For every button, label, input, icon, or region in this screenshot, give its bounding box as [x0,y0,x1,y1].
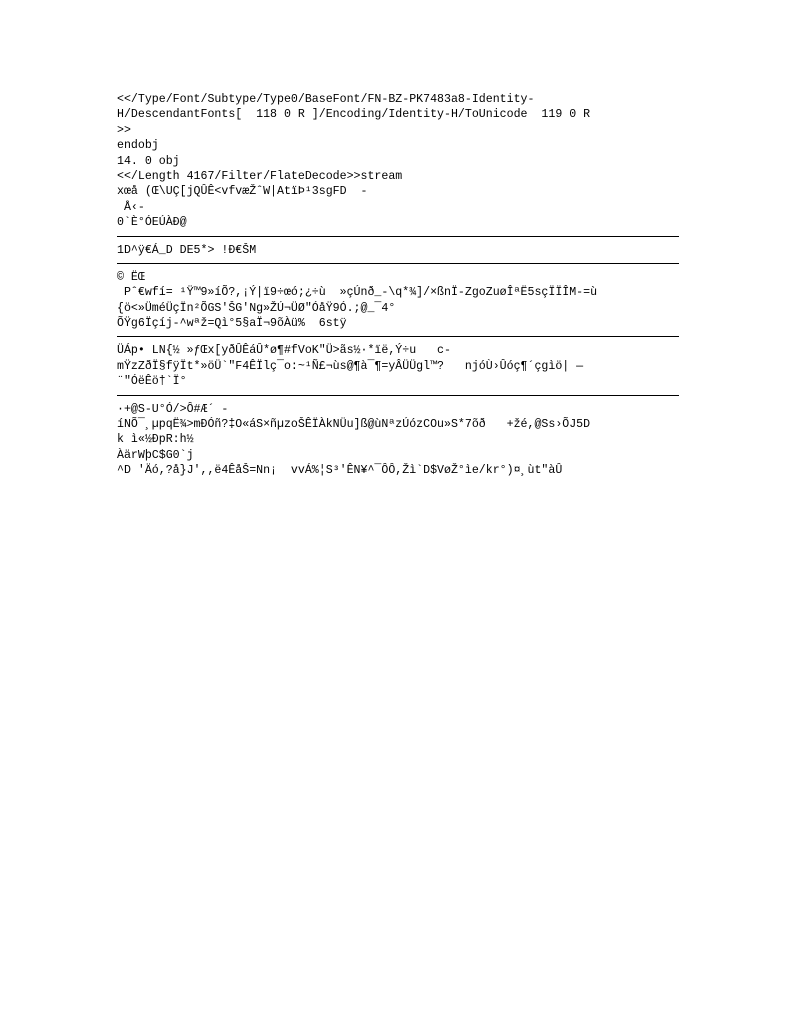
text-block-3 [117,270,679,332]
text-line: Pˆ€wfí= ¹Ÿ™9»íÕ?,¡Ý|ï9÷œó;¿÷ù »çÚnð_-\q*¾]/×ßnÏ-ZgoZuøÎªË5sçÏÏÎM-=ù [117,286,598,300]
horizontal-divider [117,263,679,264]
text-line: <</Type/Font/Subtype/Type0/BaseFont/FN-BZ-PK7483a8-Identity- [117,93,535,106]
text-line: 0`È°ÓEÚÀÐ@ [117,216,187,230]
text-line: Å‹- [117,200,145,214]
text-line: <</Length 4167/Filter/FlateDecode>>stream [117,169,403,183]
text-line: ·+@S-U°Ó/>Ô#Æ´ - [117,402,229,416]
text-block-2 [117,243,679,258]
horizontal-divider [117,236,679,237]
pdf-raw-text [117,92,679,479]
text-line: ÀärWþC$G0`j [117,448,194,462]
text-line: xœå (Œ\UÇ[jQÛÊ<vfvæŽˆW|AtïÞ¹3sgFD - [117,185,368,199]
text-line: H/DescendantFonts[ 118 0 R ]/Encoding/Identity-H/ToUnicode 119 0 R [117,108,591,122]
text-line: {ö<»ÜméÜçÏn²ÕGS'ŠG'Ng»ŽÚ¬ÜØ"ÓåŸ9Ó.;@_¯4° [117,301,396,315]
text-line: © ËŒ [117,270,145,284]
text-line: 14. 0 obj [117,154,180,168]
text-line: ÜÁp• LN{½ »ƒŒx[yðÛÊáÛ*ø¶#fVoK"Ü>ãs½·*ïë,Ý÷u c- [117,344,451,358]
text-block-4 [117,343,679,389]
text-block-header [117,92,679,231]
text-line: íNÕ¯¸µpqË¾>mÐÓñ?‡O«áS×ñµzoŠÊÏÀkNÜu]ß@ùNªzÚózCOu»S*7õð +žé,@Ss›ÕJ5D [117,418,591,432]
text-line: 1D^ÿ€Á_D DE5*> !Ð€ŠM [117,243,257,257]
text-block-5 [117,402,679,479]
text-line: ÕŸg6Ïçíj-^wªž=Qì°5§aÏ¬9õÀü% 6stÿ [117,317,347,331]
horizontal-divider [117,336,679,337]
text-line: ¨"ÓëÊö†`Ï° [117,375,187,389]
text-line: ^D 'Äó,?å}J',,ë4ÊåŠ=Nn¡ vvÁ%¦S³'ÊN¥^¯ÔÔ,Žì`D$VøŽ°ìe/kr°)¤¸ùt"àÛ [117,464,563,478]
text-line: mŸzZðÏ§fÿÏt*»öÜ`"F4ÊÏlç¯o:~¹Ñ£¬ùs@¶à¯¶=yÂÜÜgl™? njóÙ›Ûóç¶´çgìö| — [117,359,584,373]
text-line: k ì«½ÐpR:h½ [117,433,194,447]
text-line: >> [117,123,131,137]
text-line: endobj [117,139,159,153]
horizontal-divider [117,395,679,396]
